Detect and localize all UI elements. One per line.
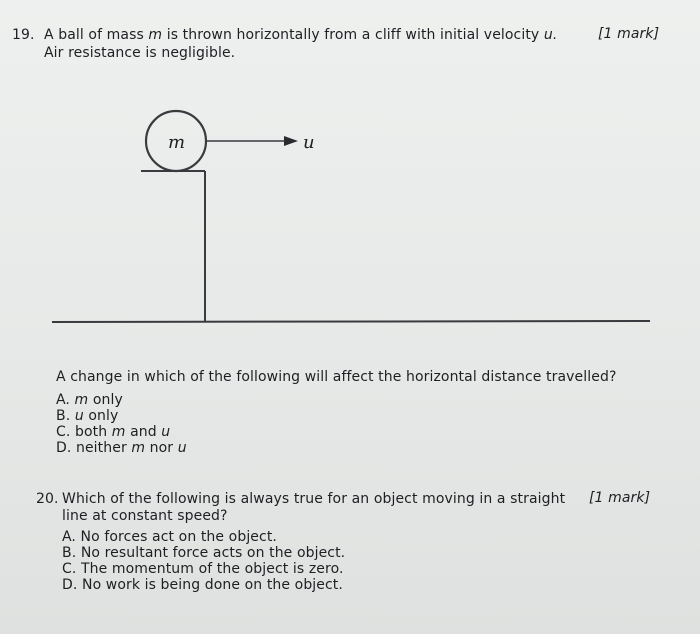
q19-stem-line1: A ball of mass m is thrown horizontally from a cliff with initial velocity u. — [44, 27, 558, 43]
q19-question: A change in which of the following will affect the horizontal distance travelled? — [56, 369, 617, 385]
q20-option-b[interactable]: B. No resultant force acts on the object. — [62, 545, 346, 561]
velocity-arrowhead — [284, 136, 298, 146]
ball-label: m — [168, 132, 186, 153]
q19-option-d[interactable]: D. neither m nor u — [56, 440, 187, 456]
q19-marks: [1 mark] — [598, 26, 660, 42]
q20-marks: [1 mark] — [589, 490, 651, 506]
q20-number: 20. — [36, 491, 59, 507]
q19-stem-line2: Air resistance is negligible. — [44, 45, 236, 61]
q19-option-a[interactable]: A. m only — [56, 392, 123, 408]
q19-number: 19. — [12, 27, 35, 43]
q20-stem-line2: line at constant speed? — [62, 508, 228, 524]
q20-option-c[interactable]: C. The momentum of the object is zero. — [62, 561, 344, 577]
q19-option-c[interactable]: C. both m and u — [56, 424, 171, 440]
velocity-label: u — [303, 132, 315, 153]
q20-stem-line1: Which of the following is always true for an object moving in a straight — [62, 491, 566, 507]
q20-option-a[interactable]: A. No forces act on the object. — [62, 529, 277, 545]
q19-option-b[interactable]: B. u only — [56, 408, 119, 424]
ground-line — [52, 321, 650, 322]
q20-option-d[interactable]: D. No work is being done on the object. — [62, 577, 343, 593]
